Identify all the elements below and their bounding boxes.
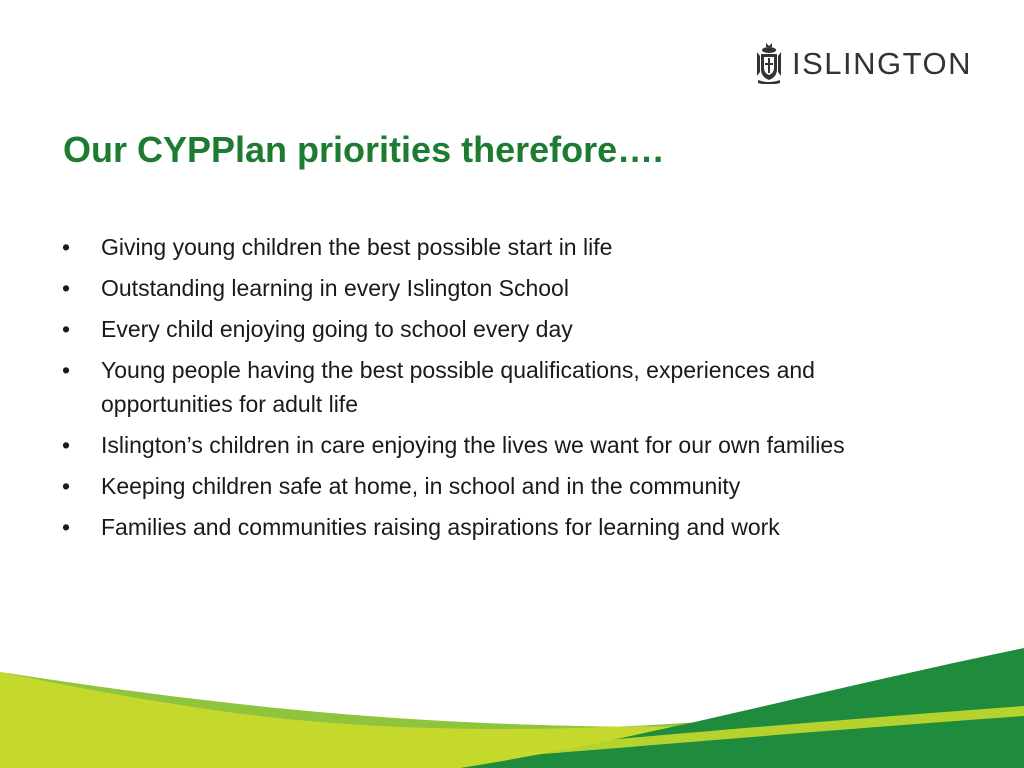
- list-item: [62, 353, 922, 421]
- list-item-text: Young people having the best possible qualifications, experiences and opportunities for adult life: [101, 357, 815, 417]
- list-item-text: Keeping children safe at home, in school and in the community: [101, 473, 741, 499]
- islington-logo: [754, 42, 972, 84]
- list-item: [62, 428, 922, 462]
- list-item-text: Families and communities raising aspirations for learning and work: [101, 514, 780, 540]
- priority-list: [62, 230, 922, 551]
- list-item-text: Every child enjoying going to school every day: [101, 316, 573, 342]
- bullet-icon: •: [62, 473, 71, 499]
- bullet-icon: •: [62, 234, 71, 260]
- logo-text: ISLINGTON: [792, 45, 973, 81]
- bullet-icon: •: [62, 357, 71, 383]
- list-item-text: Islington’s children in care enjoying the lives we want for our own families: [101, 432, 845, 458]
- bullet-icon: •: [62, 432, 71, 458]
- slide-title: Our CYPPlan priorities therefore….: [63, 129, 664, 170]
- bullet-icon: •: [62, 514, 71, 540]
- list-item: [62, 510, 922, 544]
- list-item-text: Outstanding learning in every Islington School: [101, 275, 569, 301]
- bullet-icon: •: [62, 316, 71, 342]
- coat-of-arms-icon: [754, 42, 784, 84]
- list-item: [62, 271, 922, 305]
- list-item-text: Giving young children the best possible start in life: [101, 234, 613, 260]
- list-item: [62, 230, 922, 264]
- bullet-icon: •: [62, 275, 71, 301]
- list-item: [62, 469, 922, 503]
- footer-swoosh: [0, 620, 1024, 768]
- list-item: [62, 312, 922, 346]
